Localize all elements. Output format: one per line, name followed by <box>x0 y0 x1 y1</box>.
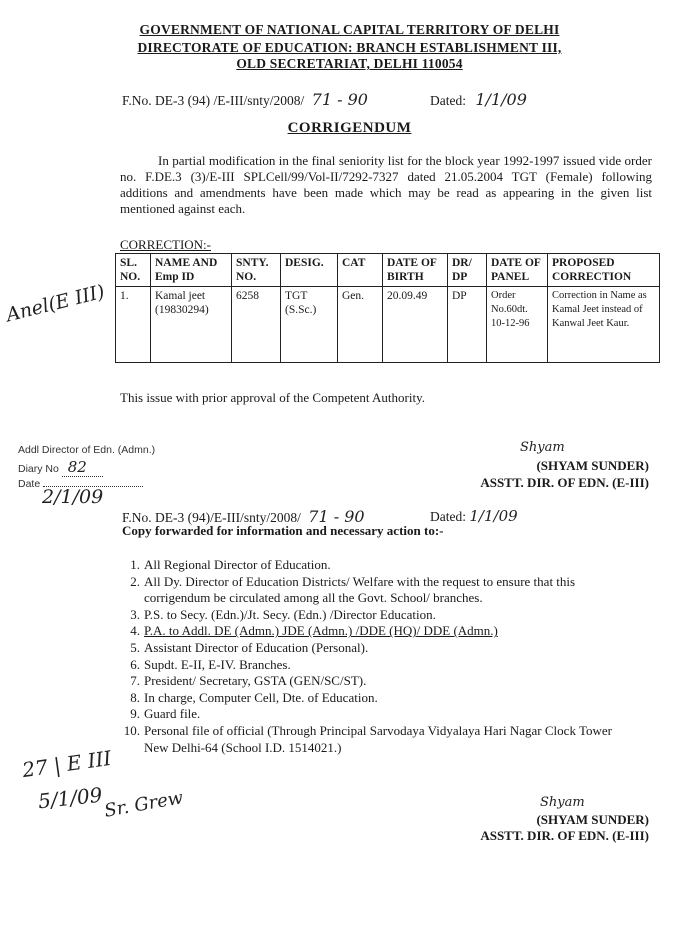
handwritten-initials: Sr. Grew <box>102 787 185 822</box>
header-line-1: GOVERNMENT OF NATIONAL CAPITAL TERRITORY OF DELHI <box>139 22 560 37</box>
col-panel: DATE OF PANEL <box>487 254 548 287</box>
cell-sl: 1. <box>116 287 151 363</box>
cell-desig: TGT (S.Sc.) <box>281 287 338 363</box>
file-number <box>122 90 368 109</box>
correction-table <box>115 253 660 363</box>
forward-heading: Copy forwarded for information and necessary action to:- <box>122 523 444 538</box>
forward-dated-label: Dated: <box>430 509 466 524</box>
file-number-text: F.No. DE-3 (94) /E-III/snty/2008/ <box>122 93 305 108</box>
file-number-handwritten: 71 - 90 <box>311 90 368 109</box>
list-item: 9. Guard file. <box>130 706 201 722</box>
col-desig: DESIG. <box>281 254 338 287</box>
cell-correction: Correction in Name as Kamal Jeet instead of Kanwal Jeet Kaur. <box>548 287 660 363</box>
col-correction: PROPOSED CORRECTION <box>548 254 660 287</box>
dated <box>430 90 527 109</box>
body-paragraph: In partial modification in the final seniority list for the block year 1992-1997 issued vide order no. F.DE.3 (3)/E-III SPLCell/99/Vol-II/7292-7327 dated 21.05.2004 TGT (Female) following additions and amendments have been made which may be read as appearing in the given list mentioned against each. <box>120 153 652 216</box>
margin-handwritten-note: Anel(E III) <box>4 280 107 327</box>
list-item: 3. P.S. to Secy. (Edn.)/Jt. Secy. (Edn.) /Director Education. <box>130 606 436 622</box>
list-item: 2. All Dy. Director of Education Districts/ Welfare with the request to ensure that this corrigendum be circulated among all the Govt. School/ branches. <box>130 573 576 606</box>
stamp-date-label: Date <box>18 478 41 490</box>
stamp-diary-label: Diary No <box>18 463 59 475</box>
signature-2-title: ASSTT. DIR. OF EDN. (E-III) <box>480 828 649 843</box>
signature-2-handwritten: Shyam <box>540 795 585 810</box>
handwritten-date-note: 5/1/09 <box>36 782 104 814</box>
list-item: 7. President/ Secretary, GSTA (GEN/SC/ST). <box>130 673 367 689</box>
stamp-office: Addl Director of Edn. (Admn.) <box>18 444 156 456</box>
page-title: CORRIGENDUM <box>287 120 412 136</box>
cell-dob: 20.09.49 <box>383 287 448 363</box>
forward-file-number-handwritten: 71 - 90 <box>308 507 365 526</box>
list-item: 8. In charge, Computer Cell, Dte. of Education. <box>130 689 378 705</box>
stamp-date-handwritten: 2/1/09 <box>42 486 104 508</box>
col-sl: SL. NO. <box>116 254 151 287</box>
cell-snty: 6258 <box>232 287 281 363</box>
forward-file-number-text: F.No. DE-3 (94)/E-III/snty/2008/ <box>122 510 301 525</box>
col-name: NAME AND Emp ID <box>151 254 232 287</box>
list-item: 1. All Regional Director of Education. <box>130 557 331 572</box>
header-line-3: OLD SECRETARIAT, DELHI 110054 <box>236 56 463 71</box>
signature-1-title: ASSTT. DIR. OF EDN. (E-III) <box>480 475 649 490</box>
col-drdp: DR/ DP <box>448 254 487 287</box>
correction-label: CORRECTION:- <box>120 237 211 252</box>
approval-text: This issue with prior approval of the Competent Authority. <box>120 390 425 405</box>
cell-cat: Gen. <box>338 287 383 363</box>
signature-1-handwritten: Shyam <box>520 440 565 455</box>
signature-2-name: (SHYAM SUNDER) <box>536 812 649 827</box>
dated-label: Dated: <box>430 93 466 108</box>
col-dob: DATE OF BIRTH <box>383 254 448 287</box>
dated-handwritten: 1/1/09 <box>475 90 527 109</box>
list-item: 5. Assistant Director of Education (Personal). <box>130 639 369 655</box>
cell-panel: Order No.60dt. 10-12-96 <box>487 287 548 363</box>
receipt-stamp <box>18 444 178 490</box>
cell-name: Kamal jeet (19830294) <box>151 287 232 363</box>
list-item: 10. Personal file of official (Through Principal Sarvodaya Vidyalaya Hari Nagar Clock Tower New Delhi-64 (School I.D. 1514021.) <box>123 722 612 755</box>
stamp-diary <box>18 458 178 476</box>
forward-dated-handwritten: 1/1/09 <box>469 507 518 525</box>
table-row <box>116 287 660 363</box>
col-snty: SNTY. NO. <box>232 254 281 287</box>
table-header-row <box>116 254 660 287</box>
list-item: 6. Supdt. E-II, E-IV. Branches. <box>130 656 291 672</box>
signature-1-name: (SHYAM SUNDER) <box>536 458 649 473</box>
header-line-2: DIRECTORATE OF EDUCATION: BRANCH ESTABLISHMENT III, <box>137 40 562 55</box>
list-item: 4. P.A. to Addl. DE (Admn.) JDE (Admn.) /DDE (HQ)/ DDE (Admn.) <box>130 623 498 639</box>
cell-drdp: DP <box>448 287 487 363</box>
handwritten-ref-note: 27 | E III <box>20 745 113 783</box>
copy-forward-list <box>122 557 634 756</box>
col-cat: CAT <box>338 254 383 287</box>
stamp-diary-handwritten: 82 <box>62 458 103 477</box>
